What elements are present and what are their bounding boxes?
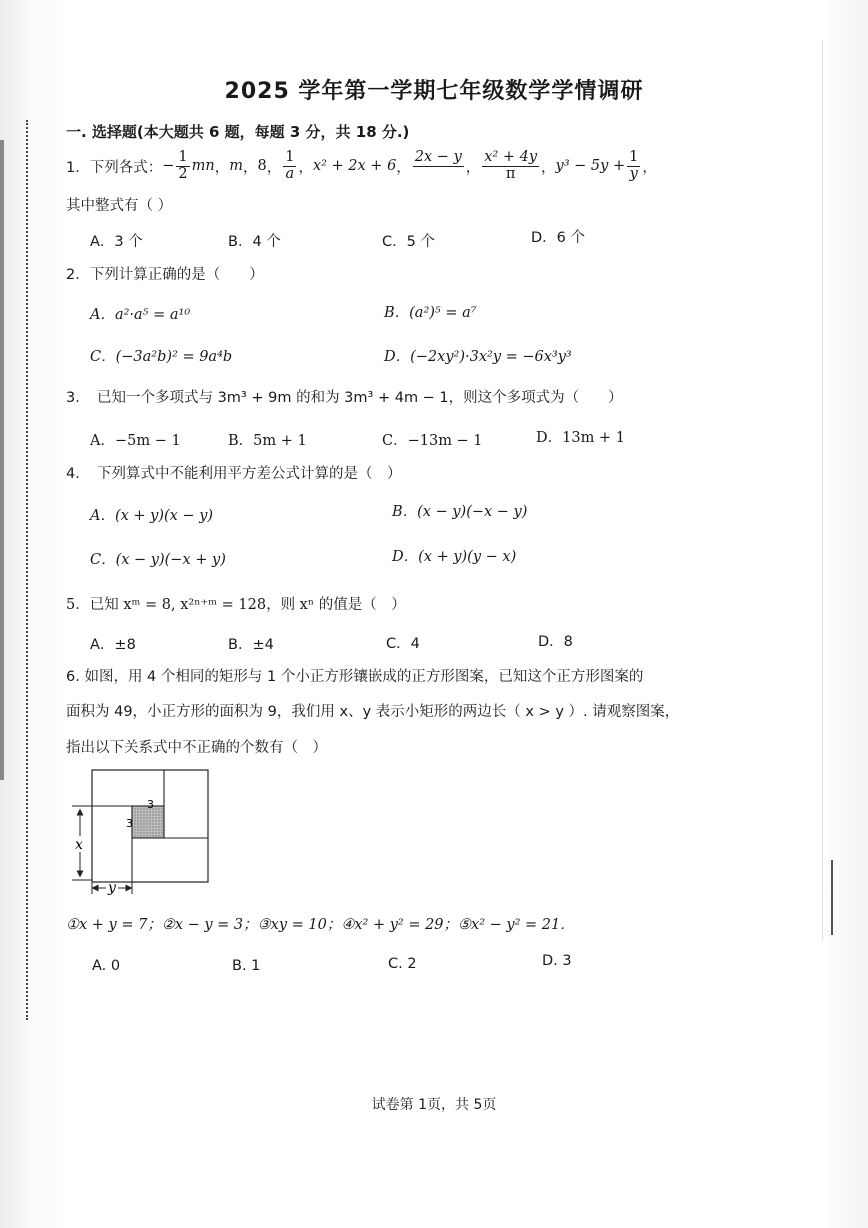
q3-option-a: A．−5m − 1 xyxy=(90,433,181,449)
q5-option-b: B．±4 xyxy=(228,637,274,653)
q1-option-a: A．3 个 xyxy=(90,234,143,250)
page-footer: 试卷第 1页，共 5页 xyxy=(371,1097,497,1113)
q1-fraction xyxy=(176,150,189,183)
q1-sep: ， xyxy=(214,159,230,176)
question-6-stem-line1: 6. 如图，用 4 个相同的矩形与 1 个小正方形镶嵌成的正方形图案，已知这个正方形图案的 xyxy=(66,669,644,685)
question-6-stem-line3: 指出以下关系式中不正确的个数有（ ） xyxy=(66,740,327,756)
q1-num: 1 xyxy=(629,148,639,165)
q1-sep: ， xyxy=(642,159,657,176)
q3-option-b: B．5m + 1 xyxy=(228,433,307,449)
scan-mark xyxy=(831,860,833,935)
scan-left-edge xyxy=(0,140,4,780)
q1-sep: ， xyxy=(396,159,411,176)
q1-option-d: D．6 个 xyxy=(531,230,585,246)
q6-option-c: C. 2 xyxy=(388,956,417,972)
tiling-diagram xyxy=(68,766,212,896)
q1-sep: ， xyxy=(242,159,258,176)
q1-fraction xyxy=(627,150,640,183)
q1-fraction xyxy=(413,150,464,183)
q1-num: 2x − y xyxy=(414,148,462,165)
q1-fraction xyxy=(283,150,296,183)
question-6-relations: ①x + y = 7；②x − y = 3；③xy = 10；④x² + y² = 29；⑤x² − y² = 21． xyxy=(66,917,575,933)
q2-option-c: C．(−3a²b)² = 9a⁴b xyxy=(90,349,233,365)
q1-den: 2 xyxy=(178,165,188,182)
question-6-figure xyxy=(68,766,212,896)
q1-den: π xyxy=(505,165,516,182)
q1-term: m xyxy=(229,158,243,174)
q6-option-d: D. 3 xyxy=(542,953,572,969)
q1-num: 1 xyxy=(285,148,295,165)
y-label: y xyxy=(108,880,116,896)
q5-option-d: D．8 xyxy=(538,634,573,650)
question-1-stem xyxy=(66,146,657,186)
q1-term: mn xyxy=(191,158,215,174)
q4-option-b: B．(x − y)(−x − y) xyxy=(392,504,528,520)
q2-option-a: A．a²·a⁵ = a¹⁰ xyxy=(90,307,191,323)
q1-option-b: B．4 个 xyxy=(228,234,281,250)
q4-option-d: D．(x + y)(y − x) xyxy=(392,549,517,565)
q1-fraction xyxy=(482,150,539,183)
q1-sep: ， xyxy=(465,159,481,176)
small-square-side-label: 3 xyxy=(126,817,133,830)
q4-option-a: A．(x + y)(x − y) xyxy=(90,508,214,524)
q2-option-b: B．(a²)⁵ = a⁷ xyxy=(384,305,477,321)
q1-num: 1 xyxy=(178,148,188,165)
q1-term: y³ − 5y + xyxy=(555,158,626,174)
q1-sep: ， xyxy=(541,159,556,176)
q6-option-a: A. 0 xyxy=(92,958,121,974)
q1-den: a xyxy=(285,165,295,182)
q3-option-d: D．13m + 1 xyxy=(536,430,625,446)
q1-term: 8 xyxy=(257,158,267,174)
x-label: x xyxy=(75,837,83,853)
scan-right-edge xyxy=(822,40,823,940)
question-6-stem-line2: 面积为 49，小正方形的面积为 9，我们用 x、y 表示小矩形的两边长（ x > y ）. 请观察图案， xyxy=(66,704,680,720)
q2-option-d: D．(−2xy²)·3x²y = −6x³y³ xyxy=(384,349,572,365)
q1-sep: ， xyxy=(298,159,313,176)
q5-option-a: A．±8 xyxy=(90,637,136,653)
q1-term: x² + 2x + 6 xyxy=(312,158,397,174)
q1-intro: 1．下列各式： xyxy=(66,159,163,176)
q5-option-c: C．4 xyxy=(386,636,420,652)
question-1-stem-line2: 其中整式有（ ） xyxy=(66,198,173,214)
q1-option-c: C．5 个 xyxy=(382,234,435,250)
q1-num: x² + 4y xyxy=(484,148,538,165)
q1-term: − xyxy=(162,158,175,174)
question-5-stem: 5．已知 xᵐ = 8, x²ⁿ⁺ᵐ = 128，则 xⁿ 的值是（ ） xyxy=(66,597,406,613)
question-3-stem: 3． 已知一个多项式与 3m³ + 9m 的和为 3m³ + 4m − 1，则这个多项式为（ ） xyxy=(66,390,623,406)
section-heading: 一. 选择题(本大题共 6 题，每题 3 分，共 18 分.) xyxy=(66,123,410,141)
q1-den: y xyxy=(629,165,638,182)
q3-option-c: C．−13m − 1 xyxy=(382,433,483,449)
page-title: 2025 学年第一学期七年级数学学情调研 xyxy=(224,79,644,104)
q1-sep: ， xyxy=(266,159,282,176)
question-2-stem: 2．下列计算正确的是（ ） xyxy=(66,267,264,283)
small-square-top-label: 3 xyxy=(147,798,154,811)
question-4-stem: 4． 下列算式中不能利用平方差公式计算的是（ ） xyxy=(66,466,402,482)
q6-option-b: B. 1 xyxy=(232,958,261,974)
q4-option-c: C．(x − y)(−x + y) xyxy=(90,552,226,568)
binding-line xyxy=(26,120,28,1020)
